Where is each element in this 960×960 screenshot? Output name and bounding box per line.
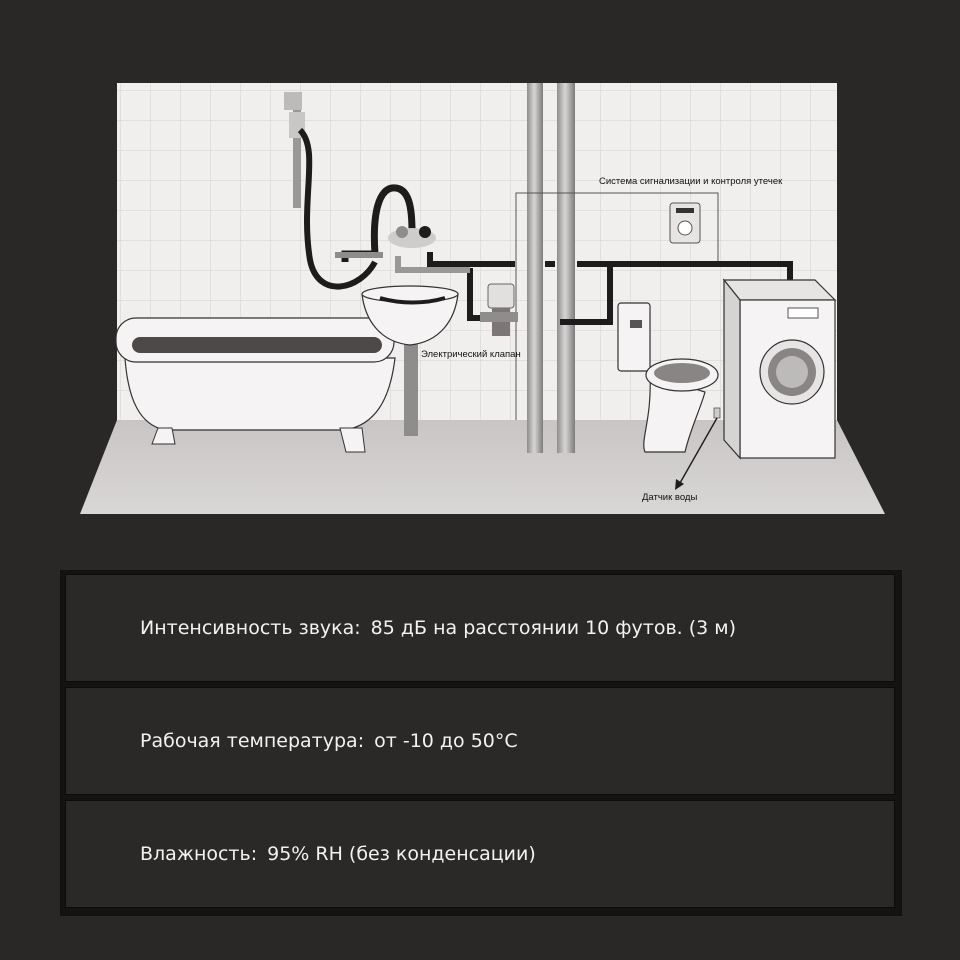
spec-label: Интенсивность звука: — [140, 617, 361, 639]
spec-value: от -10 до 50°C — [374, 730, 518, 752]
spec-row-sound — [65, 574, 895, 682]
alarm-controller — [670, 203, 700, 243]
spec-row-temperature — [65, 687, 895, 795]
spec-value: 95% RH (без конденсации) — [267, 843, 536, 865]
electric-valve-label: Электрический клапан — [421, 349, 521, 360]
spec-label: Влажность: — [140, 843, 258, 865]
specs-table — [60, 570, 902, 916]
spec-row-humidity — [65, 800, 895, 908]
washing-machine — [724, 280, 835, 458]
spec-label: Рабочая температура: — [140, 730, 365, 752]
water-sensor-label: Датчик воды — [642, 492, 698, 503]
alarm-system-label: Система сигнализации и контроля утечек — [599, 176, 783, 187]
spec-value: 85 дБ на расстоянии 10 футов. (3 м) — [370, 617, 737, 639]
